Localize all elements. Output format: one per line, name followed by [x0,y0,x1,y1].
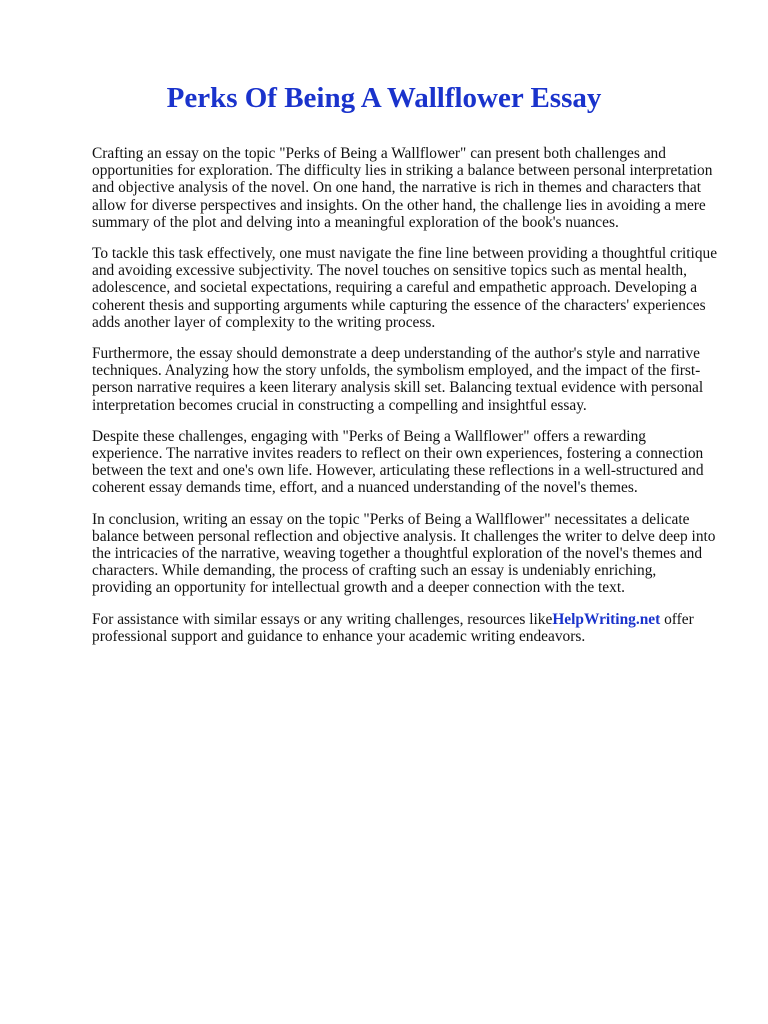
closing-text-after-link: offer professional support and guidance to enhance your academic writing endeavors. [92,610,694,645]
essay-paragraph-4: Despite these challenges, engaging with "Perks of Being a Wallflower" offers a rewarding experience. The narrative invites readers to reflect on their own experiences, fostering a connection between the text and one's own life. However, articulating these reflections in a well-structured and coherent essay demands time, effort, and a nuanced understanding of the novel's themes. [92,427,704,497]
closing-paragraph [92,611,718,645]
page-title: Perks Of Being A Wallflower Essay [166,82,602,114]
essay-paragraph-2: To tackle this task effectively, one must navigate the fine line between providing a thoughtful critique and avoiding excessive subjectivity. The novel touches on sensitive topics such as mental health, adolescence, and societal expectations, requiring a careful and empathetic approach. Developing a coherent thesis and supporting arguments while capturing the essence of the characters' experiences adds another layer of complexity to the writing process. [92,245,718,331]
essay-paragraph-5: In conclusion, writing an essay on the topic "Perks of Being a Wallflower" necessitates a delicate balance between personal reflection and objective analysis. It challenges the writer to delve deep into the intricacies of the narrative, weaving together a thoughtful exploration of the novel's themes and characters. While demanding, the process of crafting such an essay is undeniably enriching, providing an opportunity for intellectual growth and a deeper connection with the text. [92,510,716,597]
closing-text-before-link: For assistance with similar essays or any writing challenges, resources like [92,610,553,628]
helpwriting-link[interactable]: HelpWriting.net [552,610,661,628]
essay-paragraph-1: Crafting an essay on the topic "Perks of Being a Wallflower" can present both challenges and opportunities for exploration. The difficulty lies in striking a balance between personal interpretation and objective analysis of the novel. On one hand, the narrative is rich in themes and characters that allow for diverse perspectives and insights. On the other hand, the challenge lies in avoiding a mere summary of the plot and delving into a meaningful exploration of the book's nuances. [92,145,713,231]
essay-paragraph-3: Furthermore, the essay should demonstrate a deep understanding of the author's style and narrative techniques. Analyzing how the story unfolds, the symbolism employed, and the impact of the first-person narrative requires a keen literary analysis skill set. Balancing textual evidence with personal interpretation becomes crucial in constructing a compelling and insightful essay. [92,345,704,414]
essay-body [92,145,718,659]
